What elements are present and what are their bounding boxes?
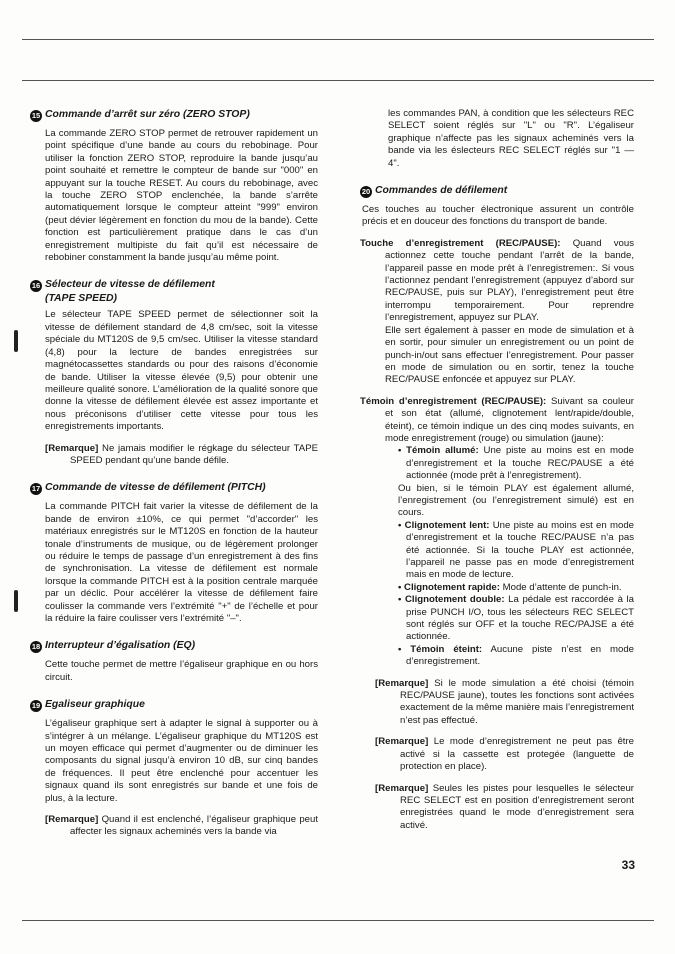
- bullet-text: Mode d’attente de punch-in.: [502, 581, 622, 593]
- remark: [30, 814, 318, 839]
- bullet-label: • Clignotement lent:: [398, 519, 490, 531]
- section-number-badge: 17: [31, 484, 41, 494]
- continued-text: les commandes PAN, à condition que les sélecteurs REC SELECT soient réglés sur "L" ou "R". L’égaliseur graphique n’affecte pas les signaux acheminés vers la bande via les éslecteurs REC SELECT réglés sur "1 — 4".: [388, 108, 634, 169]
- remark-label: [Remarque]: [375, 782, 429, 794]
- bullet-item: [360, 445, 634, 482]
- section-heading: [30, 278, 318, 305]
- remark-label: [Remarque]: [375, 677, 429, 689]
- bullet-label: • Témoin éteint:: [398, 643, 483, 655]
- term-text: Suivant sa couleur et son état (allumé, clignotement lent/rapide/double, éteint), ce témoin indique un des cinq modes suivants, en mode enregistrement (rouge) ou simulation (jaune):: [385, 395, 634, 444]
- bottom-rule: [22, 920, 654, 921]
- bullet-text: Ou bien, si le témoin PLAY est également allumé, l’enregistrement (ou l’enregistrement simulé) est en cours.: [398, 482, 634, 519]
- section-body: La commande PITCH fait varier la vitesse de défilement de la bande de environ ±10%, ce qui permet "d’accorder" les matériaux enregistrés sur le MT120S en fonction de la hauteur tonale d’instruments de musique, ou de légèrement prolonger ou réduire le temps de passage d’un enregistrement à des fins de synchronisation. La vitesse de défilement est normale lorsque la commande PITCH est à la position centrale marquée par un déclic. Pour accélérer la vitesse de défilement faire coulisser la commande vers l’extrémité "+" de l’échelle et pour la réduire la faire coulisser vers l’extrémité "–".: [45, 501, 318, 624]
- remark-label: [Remarque]: [45, 814, 99, 826]
- bullet-item: [360, 644, 634, 669]
- term-rec-pause-key: [360, 238, 634, 325]
- bullet-text: Une piste au moins est en mode d’enregistrement et la touche REC/PAUSE n’a pas été actionnée. Si la touche PLAY est actionnée, l’appareil ne passe pas en mode d’enregistrement mais en mode de lecture.: [406, 519, 635, 581]
- section-body: Ces touches au toucher électronique assurent un contrôle précis et en douceur des fonctions du transport de bande.: [362, 204, 634, 228]
- section-number-badge: 20: [361, 187, 371, 197]
- section-number-badge: 18: [31, 642, 41, 652]
- margin-mark: [14, 330, 18, 352]
- section-body: Le sélecteur TAPE SPEED permet de sélectionner soit la vitesse de défilement standard de 4,8 cm/sec, soit la vitesse spéciale du MT120S de 9,5 cm/sec. Utiliser la vitesse standard (4,8) pour la lecture de bandes enregistrées sur magnétocassettes standards ou pour des raisons d’économie de bande. Utiliser la vitesse élevée (9,5) pour obtenir une meilleure qualité sonore. L’amélioration de la qualité sonore que donne la vitesse de défilement élevée est assez importante et nous préconisons d’utiliser cette vitesse pour tous les enregistrements importants.: [45, 309, 318, 433]
- section-title: Commande de vitesse de défilement (PITCH): [45, 482, 266, 494]
- section-title: Commande d’arrêt sur zéro (ZERO STOP): [45, 109, 250, 120]
- term-rec-indicator: [360, 396, 634, 446]
- margin-mark: [14, 590, 18, 612]
- page-number: 33: [621, 858, 635, 872]
- remark-label: [Remarque]: [45, 442, 99, 454]
- section-title: Commandes de défilement: [375, 185, 508, 197]
- bullet-text: La pédale est raccordée à la prise PUNCH I/O, tous les sélecteurs REC SELECT sont réglés sur OFF et la touche REC/PAJSE a été actionnée.: [406, 594, 634, 643]
- remark: [30, 443, 318, 468]
- bullet-text: Une piste au moins est en mode d’enregistrement et la touche REC/PAUSE a été actionnée (mode prêt à l’enregistrement).: [406, 445, 635, 482]
- section-heading: [30, 639, 318, 653]
- remark: [360, 678, 634, 728]
- remark-text: Le mode d’enregistrement ne peut pas être activé si la cassette est protegée (languette de protection en place).: [400, 736, 634, 773]
- section-heading: [30, 108, 318, 122]
- remark-text: Si le mode simulation a été choisi (témoin REC/PAUSE jaune), toutes les fonctions sont activées exactement de la même manière mais l’enregistrement n’est pas effectué.: [400, 677, 634, 726]
- remark-text: Ne jamais modifier le régkage du sélecteur TAPE SPEED pendant qu’une bande défile.: [70, 442, 318, 466]
- section-title-continued: (TAPE SPEED): [45, 293, 117, 305]
- bullet-label: • Témoin allumé:: [398, 445, 479, 457]
- term-label: Témoin d’enregistrement (REC/PAUSE):: [360, 395, 547, 407]
- section-number-badge: 15: [31, 111, 41, 120]
- bullet-label: • Clignotement double:: [398, 594, 505, 606]
- top-rule: [22, 39, 654, 40]
- remark-text: Seules les pistes pour lesquelles le sélecteur REC SELECT est en position d’enregistrement seront enregistrées quand le mode d’enregistrement sera activé.: [400, 782, 634, 831]
- bullet-text: Aucune piste n’est en mode d’enregistrement.: [406, 643, 634, 668]
- section-title: Egaliseur graphique: [45, 699, 145, 711]
- term-text: Quand vous actionnez cette touche pendant l’arrêt de la bande, l’appareil passe en mode prêt à l’enregistremen:. Si vous l’actionnez pendant l’enregistrement (appuyez d’abord sur REC/PAUSE, puis sur PLAY), l’enregistrement peut être interrompu temporairement. Pour reprendre l’enregistrement, appuyez sur PLAY.: [385, 237, 634, 324]
- bullet-label: • Clignotement rapide:: [398, 581, 500, 593]
- right-column: [360, 108, 634, 832]
- term-text: Elle sert également à passer en mode de simulation et à en sortir, pour simuler un enregistrement ou un point de punch-in/out sans effectuer l’enregistrement. Pour passer en mode de simulation ou en sortir, tenez la touche REC/PAUSE enfoncée et appuyez sur PLAY.: [385, 324, 634, 386]
- section-heading: [360, 184, 634, 198]
- remark-label: [Remarque]: [375, 736, 429, 748]
- bullet-item: [360, 520, 634, 582]
- remark: [360, 783, 634, 833]
- remark-text: Quand il est enclenché, l’égaliseur graphique peut affecter les signaux acheminés vers la bande via: [70, 814, 319, 838]
- section-number-badge: 16: [31, 281, 41, 291]
- section-number-badge: 19: [31, 701, 41, 711]
- section-heading: [30, 698, 318, 712]
- section-body: L’égaliseur graphique sert à adapter le signal à supporter ou à s’intégrer à un mélange. L’égaliseur graphique du MT120S est un moyen efficace qui permet d’augmenter ou de diminuer les composants du signal jusqu’à environ 10 dB, sur cinq bandes de fréquences. Il peut être enclenché pour accentuer les signaux quand ils sont enregistrés sur bande et une fois de plus, à la lecture.: [45, 718, 318, 804]
- section-body: Cette touche permet de mettre l’égaliseur graphique en ou hors circuit.: [45, 659, 318, 683]
- left-column: [30, 108, 318, 839]
- header-rule: [22, 80, 654, 81]
- bullet-item: [360, 582, 634, 594]
- term-label: Touche d’enregistrement (REC/PAUSE):: [360, 237, 561, 249]
- bullet-item: [360, 594, 634, 644]
- remark: [360, 736, 634, 773]
- section-heading: [30, 481, 318, 495]
- section-title: Sélecteur de vitesse de défilement: [45, 279, 215, 291]
- section-title: Interrupteur d’égalisation (EQ): [45, 640, 196, 652]
- section-body: La commande ZERO STOP permet de retrouver rapidement un point spécifique d’une bande au cours du rebobinage. Pour utiliser la fonction ZERO STOP, reproduire la bande jusqu’au point souhaité et remettre le compteur de bande sur "000" en appuyant sur la touche RESET. Au cours du rebobinage, avec la touche ZERO STOP enclenchée, la bande s’arrête automatiquement lorsque le compteur atteint "999" environ (peut dévier légèrement en fonction du mou de la bande). Cette fonction est particulièrement pratique dans le cas d’un enregistrement multipiste du fait qu’il est nécessaire de rebobiner constamment la bande jusqu’au même point.: [45, 128, 318, 264]
